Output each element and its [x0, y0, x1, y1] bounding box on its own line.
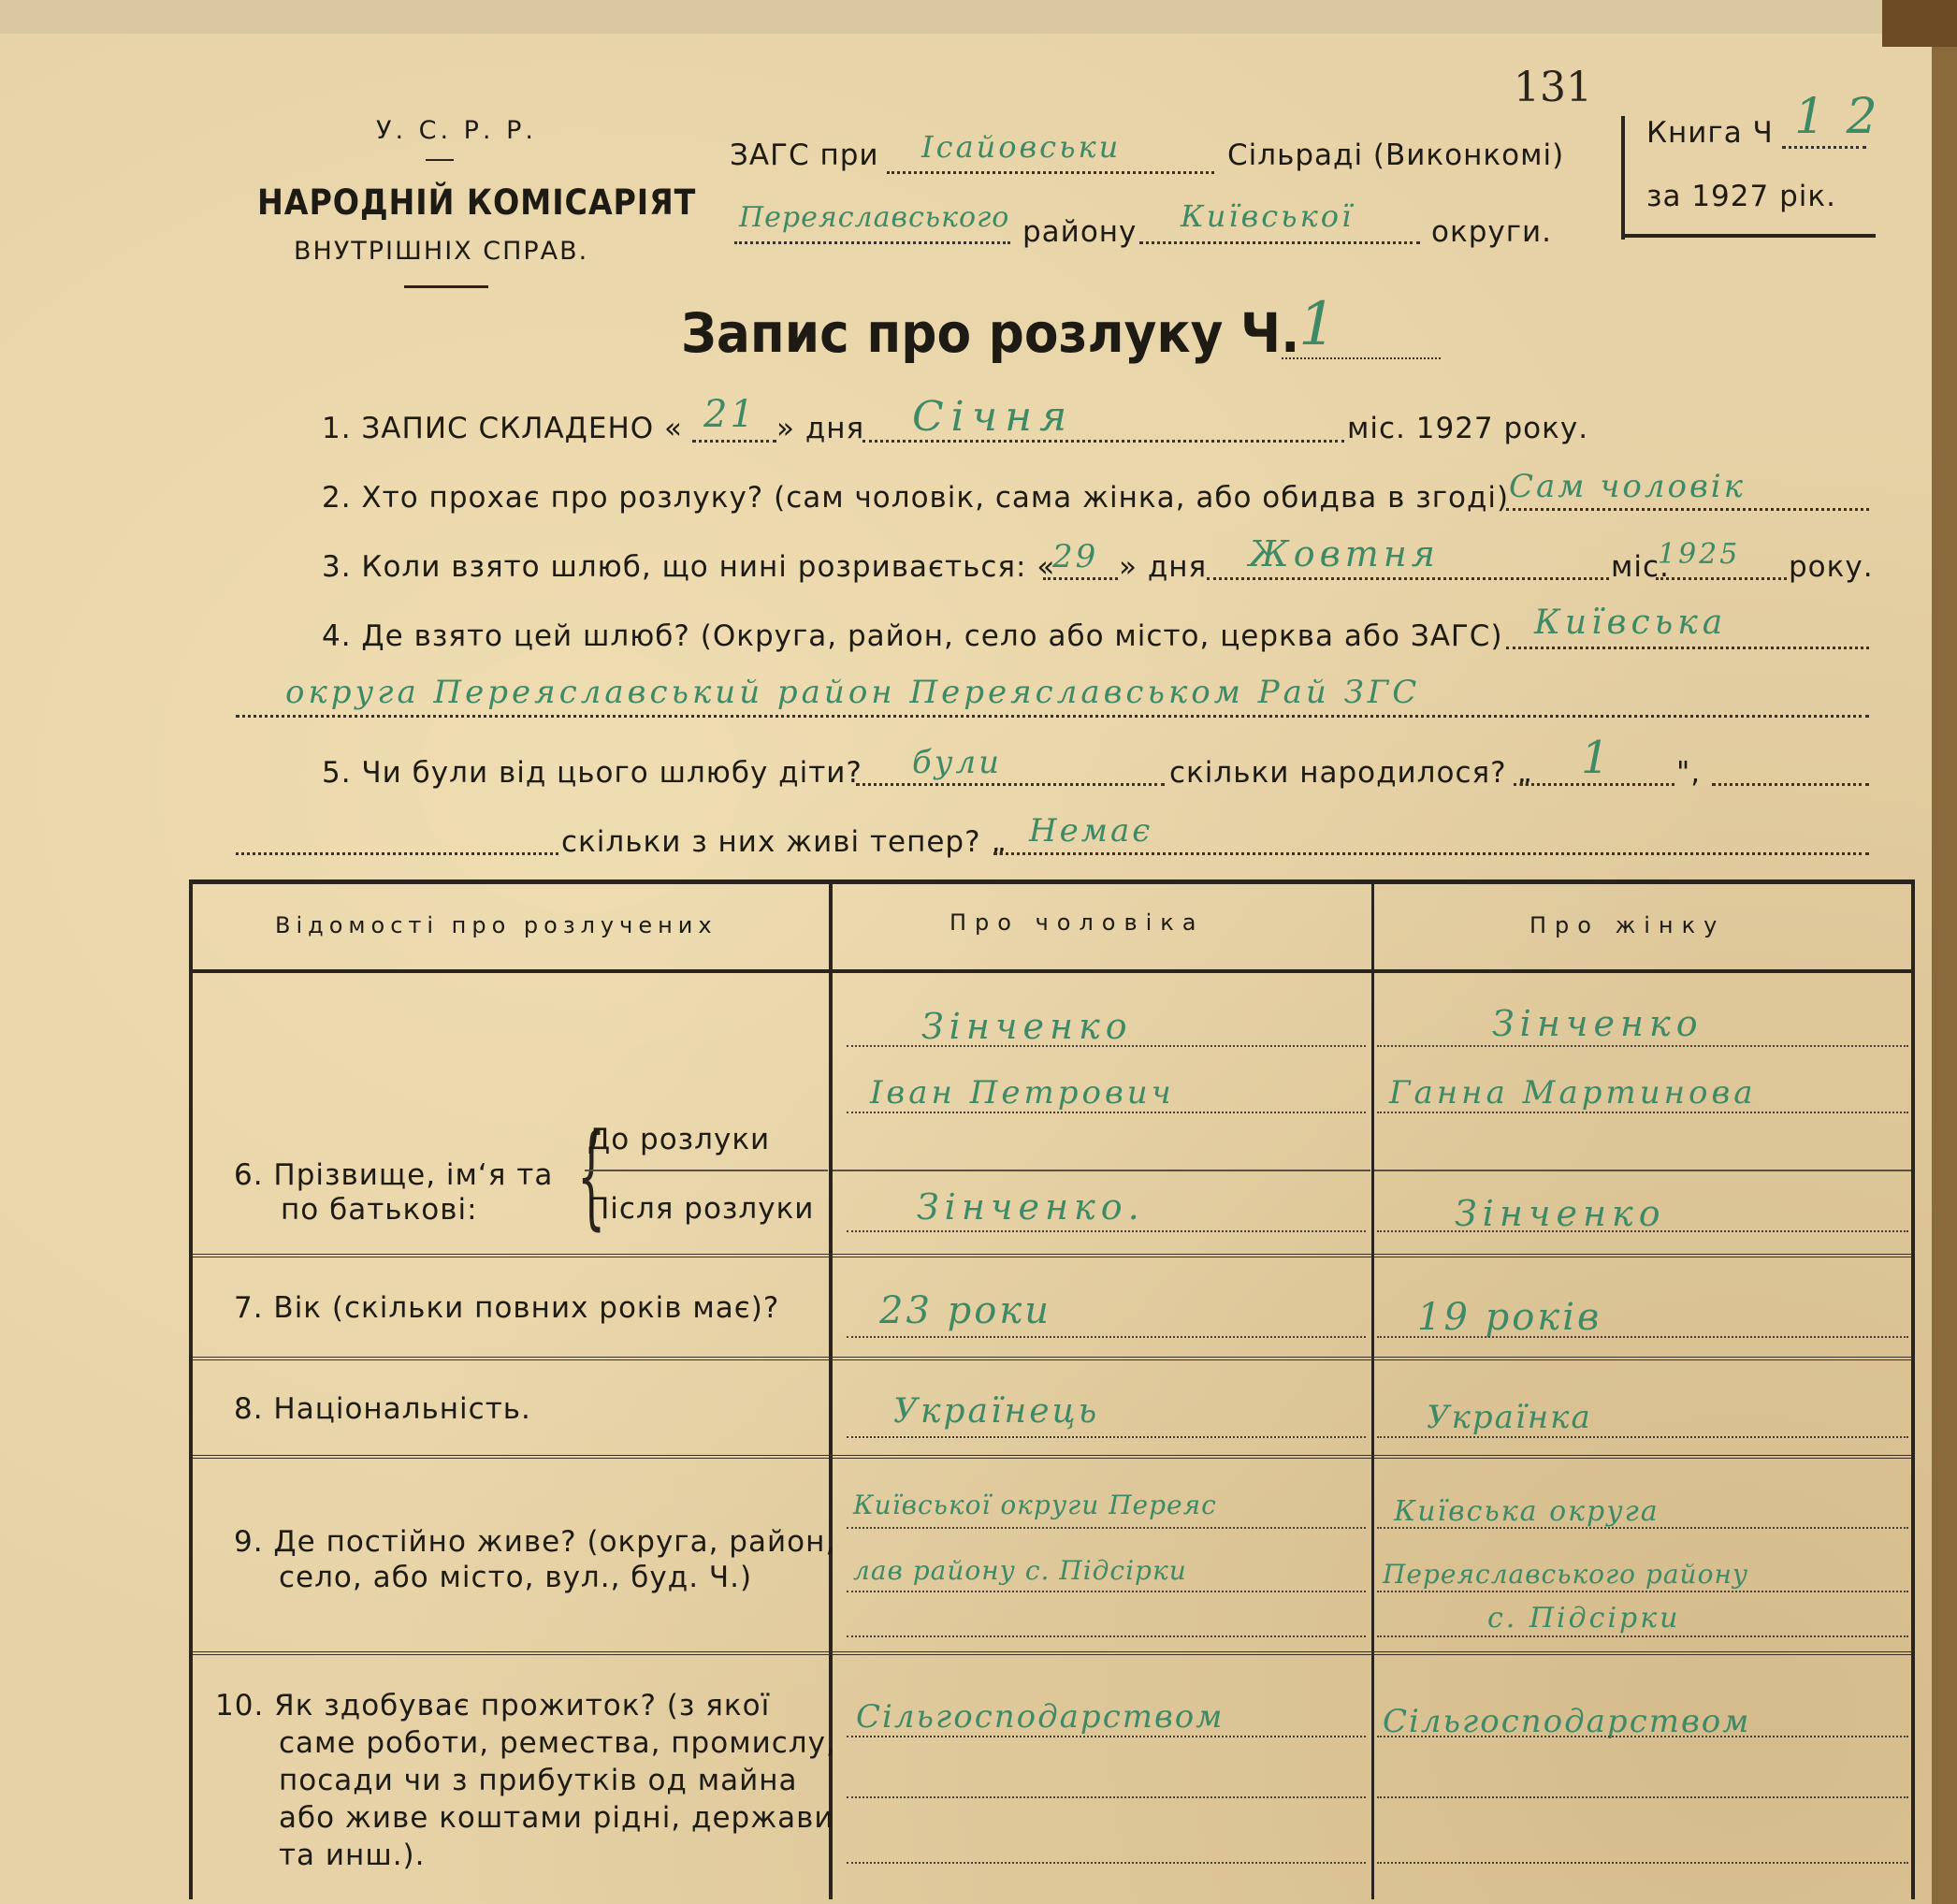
header-dash	[426, 159, 454, 161]
row10-wife-handwritten: Сільгосподарством	[1383, 1703, 1751, 1740]
row8-wife-handwritten: Українка	[1427, 1399, 1592, 1436]
row6-wife-line-3	[1377, 1230, 1908, 1232]
book-number-handwritten: 1 2	[1794, 89, 1880, 145]
village-handwritten: Ісайовськи	[921, 129, 1122, 165]
council-label: Сільраді (Виконкомі)	[1227, 138, 1565, 172]
row6-after: Після розлуки	[587, 1192, 815, 1226]
row6-sub-rule	[585, 1170, 828, 1171]
q3-mis: міс.	[1611, 550, 1670, 584]
row8-label: 8. Національність.	[234, 1392, 531, 1426]
page-number-stamp: 131	[1514, 64, 1592, 111]
q3-year-handwritten: 1925	[1658, 538, 1741, 571]
row10-label-1: 10. Як здобуває прожиток? (з якої	[215, 1689, 771, 1722]
q3-month-line	[1207, 577, 1609, 580]
row6-brace: {	[576, 1112, 606, 1242]
header-info: Відомості про розлучених	[275, 912, 718, 938]
row8-husband-handwritten: Українець	[893, 1392, 1100, 1431]
row8-wife-line	[1377, 1436, 1908, 1438]
row6-wife-line-2	[1377, 1112, 1908, 1113]
q4-line-2	[236, 715, 1869, 718]
row9-husband-line-3	[847, 1635, 1366, 1637]
header-husband: Про чоловіка	[950, 909, 1205, 936]
page-title: Запис про розлуку Ч.	[681, 301, 1300, 365]
row6-husband-name-handwritten: Іван Петрович	[870, 1074, 1175, 1112]
row10-husband-line-2	[847, 1796, 1366, 1798]
row6-wife-line-1	[1377, 1045, 1908, 1047]
district-line	[734, 241, 1010, 244]
row6-end-rule	[193, 1254, 1912, 1257]
row9-label-2: село, або місто, вул., буд. Ч.)	[279, 1561, 753, 1594]
row9-wife-handwritten-3: с. Підсірки	[1487, 1602, 1681, 1635]
row6-before: До розлуки	[587, 1123, 771, 1156]
book-year: за 1927 рік.	[1646, 180, 1836, 213]
row9-label-1: 9. Де постійно живе? (округа, район,	[234, 1525, 836, 1559]
q3-year-line	[1656, 577, 1787, 580]
q4-text: 4. Де взято цей шлюб? (Округа, район, село або місто, церква або ЗАГС)	[322, 619, 1503, 653]
row6-wife-surname-handwritten: Зінченко	[1492, 1003, 1703, 1044]
row6-label-1: 6. Прізвище, ім‘я та	[234, 1158, 554, 1192]
republic-label: У. С. Р. Р.	[376, 116, 537, 145]
q1-day-handwritten: 21	[703, 393, 757, 436]
q3-suffix: року.	[1789, 550, 1874, 584]
q5-alive-lead-line	[236, 852, 558, 855]
q5-prefix: 5. Чи були від цього шлюбу діти?	[322, 756, 863, 790]
book-box-bottom	[1621, 234, 1876, 238]
row7-husband-line	[847, 1336, 1366, 1338]
q3-day-line	[1043, 577, 1118, 580]
q5-children-handwritten: були	[912, 744, 1003, 781]
q2-line	[1506, 508, 1869, 511]
row10-husband-line-3	[847, 1862, 1366, 1864]
q1-prefix: 1. ЗАПИС СКЛАДЕНО «	[322, 412, 684, 445]
district-label: району	[1022, 215, 1138, 249]
row6-husband-line-2	[847, 1112, 1366, 1113]
book-label: Книга Ч	[1646, 116, 1774, 150]
q2-text: 2. Хто прохає про розлуку? (сам чоловік, сама жінка, або обидва в згоді)	[322, 481, 1510, 515]
ministry-label: ВНУТРІШНІХ СПРАВ.	[294, 237, 589, 266]
zags-prefix: ЗАГС при	[730, 138, 879, 172]
q1-suffix: міс. 1927 року.	[1347, 412, 1589, 445]
q5-alive-handwritten: Немає	[1029, 812, 1153, 850]
q3-prefix: 3. Коли взято шлюб, що нині розривається: «	[322, 550, 1056, 584]
row9-wife-line-3	[1377, 1635, 1908, 1637]
row7-end-rule	[193, 1357, 1912, 1360]
row6-husband-line-1	[847, 1045, 1366, 1047]
table-col-divider-2	[1371, 879, 1374, 1899]
q4-line-1	[1506, 647, 1869, 649]
row6-wife-rule	[1374, 1170, 1911, 1171]
district-handwritten: Переяславського	[739, 201, 1010, 234]
q5-born-handwritten: 1	[1581, 732, 1613, 784]
row10-husband-line-1	[847, 1736, 1366, 1737]
row9-husband-handwritten-2: лав району с. Підсірки	[853, 1555, 1187, 1586]
row10-wife-line-2	[1377, 1796, 1908, 1798]
row9-husband-line-1	[847, 1527, 1366, 1529]
q5-tail-line	[1712, 783, 1869, 786]
q4-handwritten-1: Київська	[1534, 603, 1728, 642]
row10-label-4: або живе коштами рідні, держави	[279, 1801, 834, 1835]
row8-husband-line	[847, 1436, 1366, 1438]
row7-husband-handwritten: 23 роки	[879, 1289, 1051, 1332]
q5-children-line	[856, 783, 1165, 786]
row9-wife-line-1	[1377, 1527, 1908, 1529]
row10-wife-line-3	[1377, 1862, 1908, 1864]
row6-wife-name-handwritten: Ганна Мартинова	[1389, 1074, 1757, 1112]
row9-husband-line-2	[847, 1591, 1366, 1592]
q4-handwritten-2: округа Переяславський район Переяславськом Рай ЗГС	[285, 674, 1421, 711]
row6-husband-rule	[833, 1170, 1370, 1171]
row6-label-2: по батькові:	[281, 1193, 478, 1227]
underlying-page-strip	[0, 0, 1882, 34]
table-top-border	[189, 879, 1915, 884]
q5-alive-label: скільки з них живі тепер? „	[561, 825, 1007, 859]
header-double-dash	[404, 285, 488, 288]
row10-label-2: саме роботи, ремества, промислу,	[279, 1726, 836, 1760]
row8-end-rule	[193, 1455, 1912, 1459]
village-line	[887, 171, 1214, 174]
okruha-handwritten: Київської	[1181, 198, 1355, 234]
row9-wife-handwritten-1: Київська округа	[1394, 1495, 1660, 1528]
row7-label: 7. Вік (скільки повних років має)?	[234, 1291, 780, 1325]
q2-handwritten: Сам чоловік	[1509, 468, 1746, 505]
commissariat-label: НАРОДНІЙ КОМІСАРІЯТ	[257, 182, 697, 223]
q3-day-handwritten: 29	[1052, 538, 1099, 575]
q5-born-end: ",	[1676, 756, 1702, 790]
row9-wife-line-2	[1377, 1591, 1908, 1592]
q5-alive-line	[993, 852, 1869, 855]
book-number-line	[1782, 146, 1866, 149]
table-header-rule	[189, 969, 1915, 973]
row10-husband-handwritten: Сільгосподарством	[856, 1698, 1225, 1736]
row7-wife-line	[1377, 1336, 1908, 1338]
row6-wife-after-handwritten: Зінченко	[1455, 1193, 1666, 1234]
okruha-label: округи.	[1431, 215, 1553, 249]
q3-month-handwritten: Жовтня	[1249, 533, 1440, 574]
book-cover-corner	[1882, 0, 1957, 47]
table-right-border	[1911, 879, 1915, 1899]
q1-month-handwritten: Січня	[912, 393, 1075, 441]
okruha-line	[1139, 241, 1420, 244]
row10-label-5: та инш.).	[279, 1839, 426, 1872]
table-left-border	[189, 879, 193, 1899]
book-box-left	[1621, 116, 1625, 240]
row10-wife-line-1	[1377, 1736, 1908, 1737]
header-wife: Про жінку	[1529, 912, 1726, 938]
row7-wife-handwritten: 19 років	[1417, 1296, 1602, 1339]
title-number-handwritten: 1	[1298, 290, 1340, 359]
q3-mid: » дня	[1119, 550, 1208, 584]
row10-label-3: посади чи з прибутків од майна	[279, 1764, 798, 1797]
q5-born-label: скільки народилося? „	[1169, 756, 1533, 790]
row6-husband-surname-handwritten: Зінченко	[921, 1006, 1133, 1047]
row9-wife-handwritten-2: Переяславського району	[1383, 1559, 1749, 1590]
row9-husband-handwritten-1: Київської округи Переяс	[853, 1490, 1217, 1520]
row6-husband-line-3	[847, 1230, 1366, 1232]
q1-day-line	[692, 440, 776, 443]
q1-mid: » дня	[776, 412, 865, 445]
row6-husband-after-handwritten: Зінченко.	[917, 1186, 1145, 1228]
row9-end-rule	[193, 1651, 1912, 1655]
